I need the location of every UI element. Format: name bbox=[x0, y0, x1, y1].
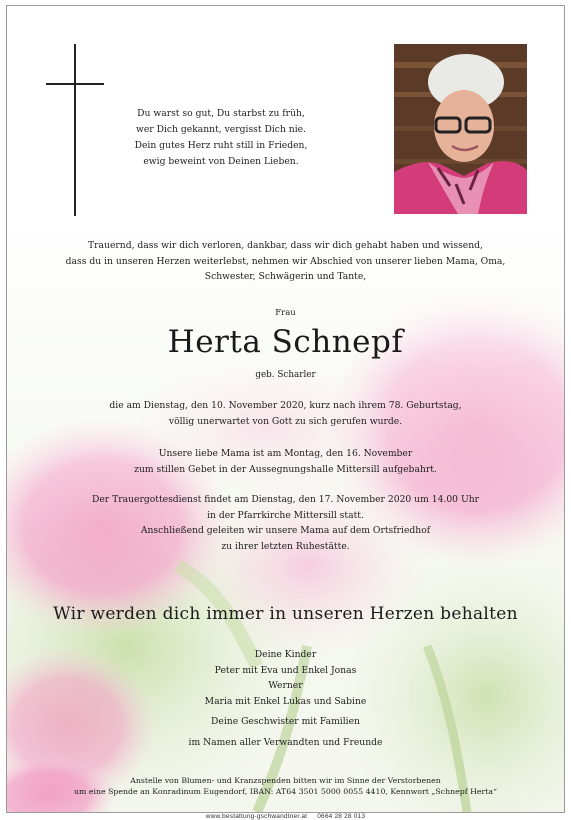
obituary-card bbox=[6, 5, 565, 813]
death-notice-line: die am Dienstag, den 10. November 2020, kurz nach ihrem 78. Geburtstag, bbox=[109, 400, 462, 411]
intro-line: Trauernd, dass wir dich verloren, dankbar, dass wir dich gehabt haben und wissend, bbox=[88, 240, 483, 251]
intro-text bbox=[7, 238, 564, 285]
funeral-home-bar bbox=[0, 813, 571, 820]
donation-note bbox=[7, 775, 564, 797]
viewing-notice bbox=[7, 446, 564, 477]
viewing-line: Unsere liebe Mama ist am Montag, den 16. November bbox=[158, 448, 413, 459]
intro-line: Schwester, Schwägerin und Tante, bbox=[204, 271, 367, 282]
birth-name: geb. Scharler bbox=[255, 370, 316, 380]
intro-line: dass du in unseren Herzen weiterlebst, nehmen wir Abschied von unserer lieben Mama, Oma, bbox=[65, 255, 506, 267]
donation-line: um eine Spende an Konradinum Eugendorf, IBAN: AT64 3501 5000 0055 4410, Kennwort „Schnepf Herta“ bbox=[73, 787, 498, 796]
deceased-name: Herta Schnepf bbox=[167, 324, 404, 360]
website-link[interactable]: www.bestattung-gschwandtner.at bbox=[205, 813, 308, 820]
mourner-line: Peter mit Eva und Enkel Jonas bbox=[214, 664, 357, 676]
poem-line: ewig beweint von Deinen Lieben. bbox=[143, 156, 299, 167]
death-notice-line: völlig unerwartet von Gott zu sich gerufen wurde. bbox=[168, 415, 403, 427]
mourners-list bbox=[7, 647, 564, 750]
mourner-line: Maria mit Enkel Lukas und Sabine bbox=[204, 695, 367, 707]
mourner-line: Werner bbox=[268, 680, 303, 691]
mourner-line: Deine Geschwister mit Familien bbox=[211, 716, 360, 727]
poem-line: Dein gutes Herz ruht still in Frieden, bbox=[134, 140, 308, 151]
poem-line: wer Dich gekannt, vergisst Dich nie. bbox=[135, 124, 306, 135]
motto: Wir werden dich immer in unseren Herzen behalten bbox=[53, 604, 518, 624]
poem-line: Du warst so gut, Du starbst zu früh, bbox=[137, 108, 305, 119]
memorial-poem bbox=[91, 106, 351, 170]
service-line: Anschließend geleiten wir unsere Mama auf dem Ortsfriedhof bbox=[140, 525, 431, 536]
portrait-photo bbox=[394, 44, 527, 214]
mourner-line: im Namen aller Verwandten und Freunde bbox=[188, 736, 383, 748]
service-line: Der Trauergottesdienst findet am Dienstag, den 17. November 2020 um 14.00 Uhr bbox=[91, 494, 479, 505]
donation-line: Anstelle von Blumen- und Kranzspenden bitten wir im Sinne der Verstorbenen bbox=[130, 776, 441, 785]
salutation: Frau bbox=[275, 308, 296, 318]
death-notice bbox=[7, 398, 564, 429]
service-notice bbox=[7, 492, 564, 554]
phone-number: 0664 28 28 013 bbox=[317, 813, 366, 820]
service-line: zu ihrer letzten Ruhestätte. bbox=[221, 540, 350, 552]
mourner-line: Deine Kinder bbox=[254, 649, 317, 660]
viewing-line: zum stillen Gebet in der Aussegnungshalle Mittersill aufgebahrt. bbox=[134, 463, 437, 475]
service-line: in der Pfarrkirche Mittersill statt. bbox=[207, 509, 364, 521]
